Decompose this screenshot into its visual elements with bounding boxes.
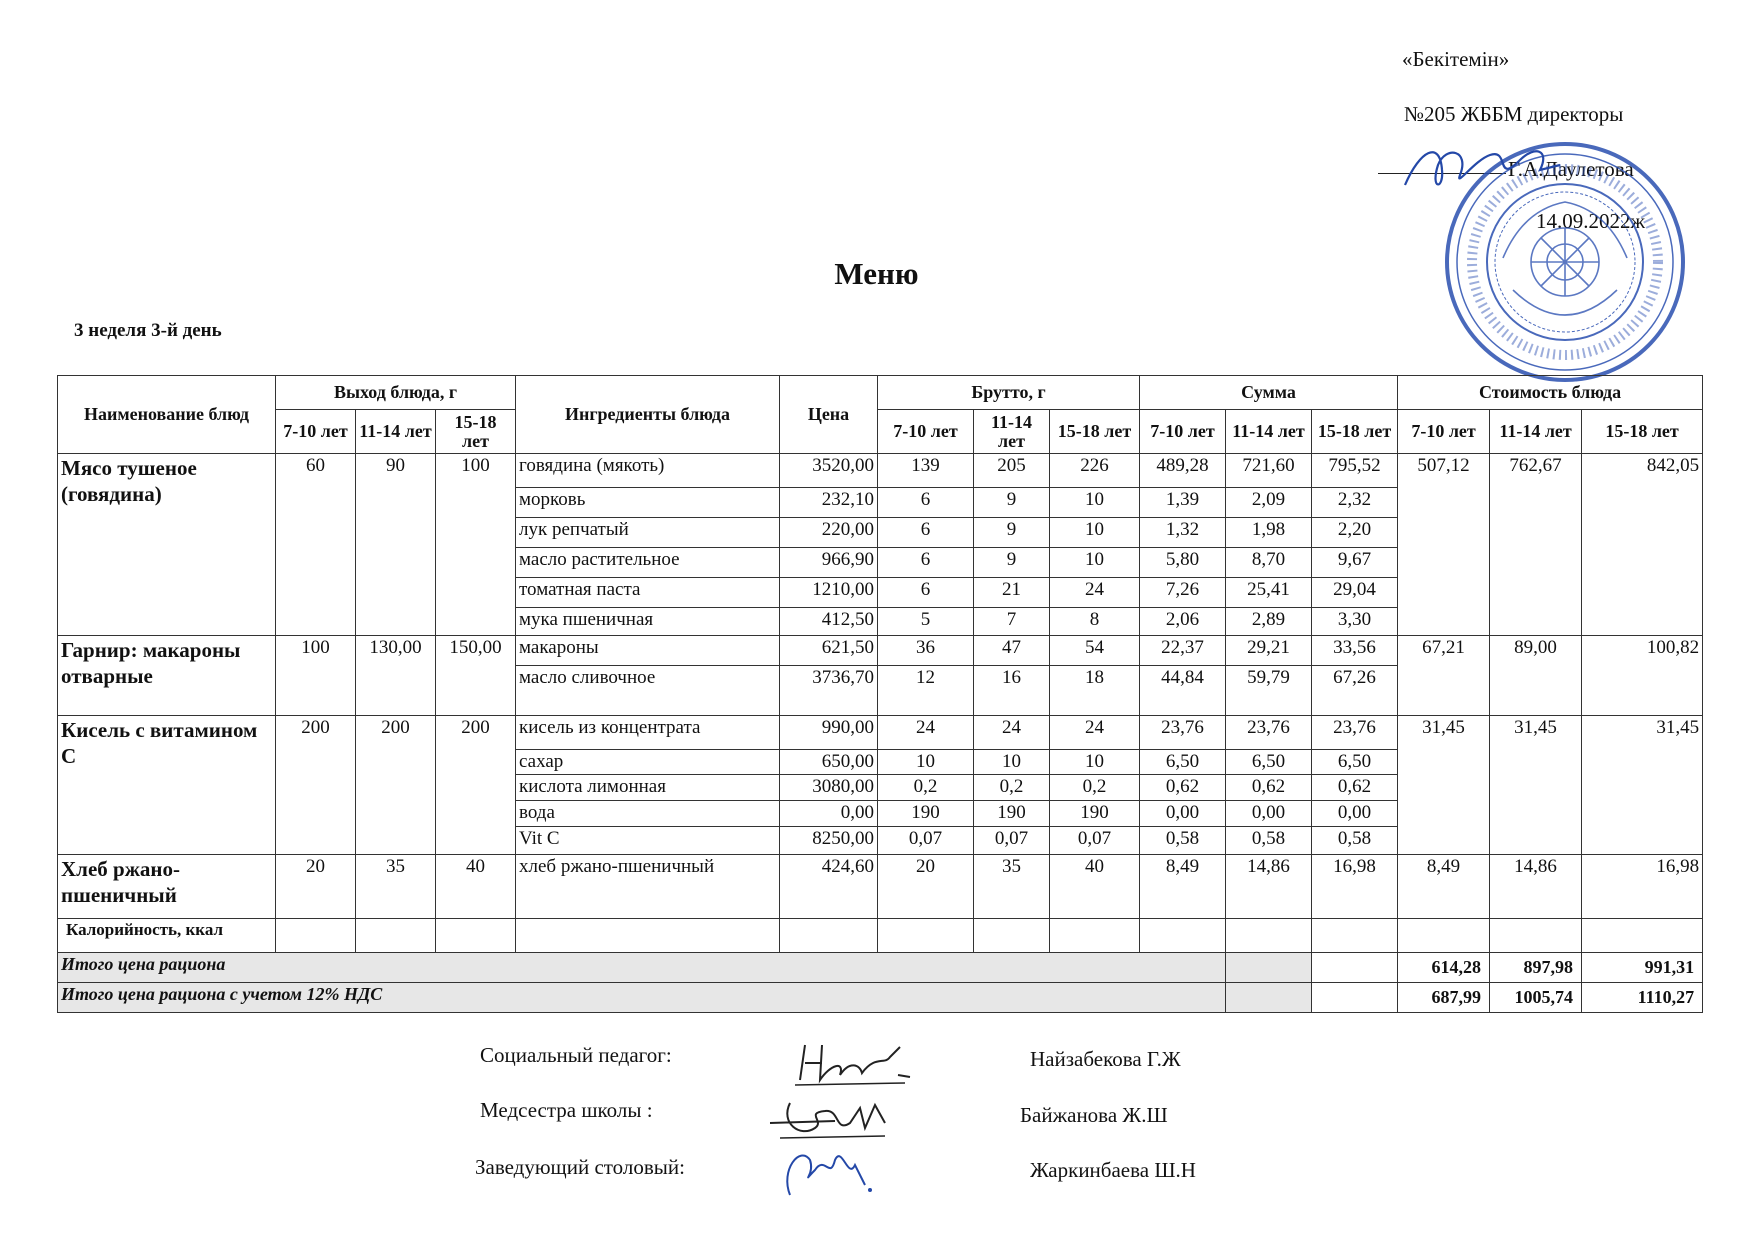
header-sum-age-0: 7-10 лет bbox=[1140, 410, 1226, 454]
ingredient-name: кисель из концентрата bbox=[516, 716, 780, 750]
ingredient-sum-age-2: 16,98 bbox=[1312, 855, 1398, 919]
dish-cost-age-0: 31,45 bbox=[1398, 716, 1490, 855]
dish-output-age-1: 200 bbox=[356, 716, 436, 855]
ingredient-brutto-age-2: 24 bbox=[1050, 716, 1140, 750]
ingredient-sum-age-0: 1,32 bbox=[1140, 518, 1226, 548]
header-sum: Сумма bbox=[1140, 376, 1398, 410]
signature-role-nurse: Медсестра школы : bbox=[480, 1098, 653, 1122]
ingredient-sum-age-1: 59,79 bbox=[1226, 666, 1312, 716]
ingredient-brutto-age-2: 40 bbox=[1050, 855, 1140, 919]
ingredient-sum-age-2: 3,30 bbox=[1312, 608, 1398, 636]
ingredient-sum-age-2: 67,26 bbox=[1312, 666, 1398, 716]
total-row-label: Итого цена рациона bbox=[58, 953, 1226, 983]
total-vat-row-value-age-2: 1110,27 bbox=[1582, 983, 1703, 1013]
dish-output-age-0: 100 bbox=[276, 636, 356, 716]
canteen-head-signature-icon bbox=[770, 1140, 880, 1200]
ingredient-name: лук репчатый bbox=[516, 518, 780, 548]
ingredient-brutto-age-2: 54 bbox=[1050, 636, 1140, 666]
ingredient-price: 3736,70 bbox=[780, 666, 878, 716]
header-cost-age-1: 11-14 лет bbox=[1490, 410, 1582, 454]
signature-role-social: Социальный педагог: bbox=[480, 1043, 672, 1067]
calories-cell bbox=[436, 919, 516, 953]
header-cost-age-0: 7-10 лет bbox=[1398, 410, 1490, 454]
social-pedagogue-signature-icon bbox=[790, 1035, 920, 1090]
ingredient-brutto-age-1: 9 bbox=[974, 488, 1050, 518]
ingredient-brutto-age-0: 6 bbox=[878, 578, 974, 608]
dish-cost-age-0: 8,49 bbox=[1398, 855, 1490, 919]
signature-name-nurse: Байжанова Ж.Ш bbox=[1020, 1103, 1168, 1127]
ingredient-name: сахар bbox=[516, 750, 780, 775]
ingredient-sum-age-0: 1,39 bbox=[1140, 488, 1226, 518]
ingredient-sum-age-2: 0,62 bbox=[1312, 775, 1398, 801]
total-vat-row-label: Итого цена рациона с учетом 12% НДС bbox=[58, 983, 1226, 1013]
header-output-age-2: 15-18 лет bbox=[436, 410, 516, 454]
header-brutto-age-2: 15-18 лет bbox=[1050, 410, 1140, 454]
ingredient-price: 424,60 bbox=[780, 855, 878, 919]
ingredient-brutto-age-0: 10 bbox=[878, 750, 974, 775]
dish-cost-age-1: 14,86 bbox=[1490, 855, 1582, 919]
header-output: Выход блюда, г bbox=[276, 376, 516, 410]
director-signature-icon bbox=[1400, 130, 1570, 200]
dish-name: Кисель с витамином С bbox=[58, 716, 276, 855]
ingredient-sum-age-0: 7,26 bbox=[1140, 578, 1226, 608]
ingredient-brutto-age-1: 10 bbox=[974, 750, 1050, 775]
ingredient-brutto-age-1: 7 bbox=[974, 608, 1050, 636]
ingredient-sum-age-1: 2,09 bbox=[1226, 488, 1312, 518]
ingredient-price: 1210,00 bbox=[780, 578, 878, 608]
ingredient-sum-age-2: 9,67 bbox=[1312, 548, 1398, 578]
header-sum-age-1: 11-14 лет bbox=[1226, 410, 1312, 454]
dish-cost-age-1: 89,00 bbox=[1490, 636, 1582, 716]
dish-cost-age-2: 31,45 bbox=[1582, 716, 1703, 855]
signature-name-canteen: Жаркинбаева Ш.Н bbox=[1030, 1158, 1196, 1182]
header-cost-age-2: 15-18 лет bbox=[1582, 410, 1703, 454]
ingredient-price: 966,90 bbox=[780, 548, 878, 578]
ingredient-brutto-age-1: 16 bbox=[974, 666, 1050, 716]
ingredient-name: морковь bbox=[516, 488, 780, 518]
total-row-spacer bbox=[1226, 953, 1312, 983]
calories-cell bbox=[1226, 919, 1312, 953]
ingredient-sum-age-0: 0,62 bbox=[1140, 775, 1226, 801]
total-vat-row-spacer bbox=[1226, 983, 1312, 1013]
total-vat-row-value-age-1: 1005,74 bbox=[1490, 983, 1582, 1013]
ingredient-name: масло сливочное bbox=[516, 666, 780, 716]
ingredient-price: 8250,00 bbox=[780, 827, 878, 855]
dish-cost-age-2: 100,82 bbox=[1582, 636, 1703, 716]
ingredient-name: макароны bbox=[516, 636, 780, 666]
header-sum-age-2: 15-18 лет bbox=[1312, 410, 1398, 454]
ingredient-sum-age-0: 5,80 bbox=[1140, 548, 1226, 578]
dish-output-age-0: 60 bbox=[276, 454, 356, 636]
header-output-age-1: 11-14 лет bbox=[356, 410, 436, 454]
header-brutto: Брутто, г bbox=[878, 376, 1140, 410]
ingredient-brutto-age-0: 12 bbox=[878, 666, 974, 716]
ingredient-brutto-age-2: 10 bbox=[1050, 548, 1140, 578]
total-row-value-age-2: 991,31 bbox=[1582, 953, 1703, 983]
dish-output-age-1: 90 bbox=[356, 454, 436, 636]
ingredient-sum-age-2: 2,20 bbox=[1312, 518, 1398, 548]
calories-cell bbox=[1050, 919, 1140, 953]
dish-cost-age-2: 16,98 bbox=[1582, 855, 1703, 919]
dish-output-age-2: 40 bbox=[436, 855, 516, 919]
total-row-spacer bbox=[1312, 953, 1398, 983]
ingredient-brutto-age-1: 0,07 bbox=[974, 827, 1050, 855]
ingredient-sum-age-0: 8,49 bbox=[1140, 855, 1226, 919]
dish-output-age-2: 100 bbox=[436, 454, 516, 636]
ingredient-sum-age-1: 0,00 bbox=[1226, 801, 1312, 827]
dish-output-age-0: 20 bbox=[276, 855, 356, 919]
ingredient-brutto-age-2: 10 bbox=[1050, 488, 1140, 518]
approval-name: Г.А.Даулетова bbox=[1508, 157, 1634, 181]
ingredient-brutto-age-0: 139 bbox=[878, 454, 974, 488]
calories-cell bbox=[356, 919, 436, 953]
total-vat-row-spacer bbox=[1312, 983, 1398, 1013]
ingredient-brutto-age-2: 190 bbox=[1050, 801, 1140, 827]
ingredient-name: хлеб ржано-пшеничный bbox=[516, 855, 780, 919]
dish-name: Гарнир: макароны отварные bbox=[58, 636, 276, 716]
ingredient-sum-age-1: 721,60 bbox=[1226, 454, 1312, 488]
ingredient-brutto-age-0: 20 bbox=[878, 855, 974, 919]
ingredient-price: 412,50 bbox=[780, 608, 878, 636]
total-vat-row bbox=[58, 983, 1703, 1013]
calories-cell bbox=[1140, 919, 1226, 953]
ingredient-sum-age-2: 29,04 bbox=[1312, 578, 1398, 608]
header-dish-name: Наименование блюд bbox=[58, 376, 276, 454]
ingredient-sum-age-0: 22,37 bbox=[1140, 636, 1226, 666]
ingredient-sum-age-1: 0,62 bbox=[1226, 775, 1312, 801]
signature-role-canteen: Заведующий столовый: bbox=[475, 1155, 685, 1179]
table-row bbox=[58, 454, 1703, 488]
ingredient-brutto-age-2: 24 bbox=[1050, 578, 1140, 608]
ingredient-name: кислота лимонная bbox=[516, 775, 780, 801]
dish-name: Хлеб ржано-пшеничный bbox=[58, 855, 276, 919]
dish-output-age-1: 35 bbox=[356, 855, 436, 919]
ingredient-sum-age-2: 0,00 bbox=[1312, 801, 1398, 827]
calories-label: Калорийность, ккал bbox=[58, 919, 276, 953]
ingredient-sum-age-0: 2,06 bbox=[1140, 608, 1226, 636]
ingredient-brutto-age-1: 21 bbox=[974, 578, 1050, 608]
header-price: Цена bbox=[780, 376, 878, 454]
ingredient-name: мука пшеничная bbox=[516, 608, 780, 636]
ingredient-brutto-age-0: 0,2 bbox=[878, 775, 974, 801]
total-row-value-age-1: 897,98 bbox=[1490, 953, 1582, 983]
total-row bbox=[58, 953, 1703, 983]
ingredient-sum-age-1: 6,50 bbox=[1226, 750, 1312, 775]
ingredient-brutto-age-0: 5 bbox=[878, 608, 974, 636]
ingredient-sum-age-0: 23,76 bbox=[1140, 716, 1226, 750]
calories-cell bbox=[276, 919, 356, 953]
ingredient-sum-age-0: 0,58 bbox=[1140, 827, 1226, 855]
ingredient-brutto-age-0: 190 bbox=[878, 801, 974, 827]
ingredient-brutto-age-1: 9 bbox=[974, 548, 1050, 578]
ingredient-brutto-age-2: 18 bbox=[1050, 666, 1140, 716]
approval-date: 14.09.2022ж bbox=[1536, 209, 1646, 233]
table-row bbox=[58, 855, 1703, 919]
ingredient-sum-age-1: 14,86 bbox=[1226, 855, 1312, 919]
signature-name-social: Найзабекова Г.Ж bbox=[1030, 1047, 1181, 1071]
menu-body bbox=[58, 454, 1703, 1013]
ingredient-brutto-age-0: 6 bbox=[878, 548, 974, 578]
ingredient-brutto-age-1: 190 bbox=[974, 801, 1050, 827]
calories-row bbox=[58, 919, 1703, 953]
ingredient-brutto-age-0: 36 bbox=[878, 636, 974, 666]
table-row bbox=[58, 636, 1703, 666]
total-vat-row-value-age-0: 687,99 bbox=[1398, 983, 1490, 1013]
total-row-value-age-0: 614,28 bbox=[1398, 953, 1490, 983]
ingredient-name: масло растительное bbox=[516, 548, 780, 578]
ingredient-brutto-age-2: 10 bbox=[1050, 750, 1140, 775]
ingredient-price: 3080,00 bbox=[780, 775, 878, 801]
ingredient-name: вода bbox=[516, 801, 780, 827]
ingredient-brutto-age-0: 6 bbox=[878, 518, 974, 548]
ingredient-sum-age-1: 29,21 bbox=[1226, 636, 1312, 666]
ingredient-brutto-age-2: 226 bbox=[1050, 454, 1140, 488]
ingredient-sum-age-2: 0,58 bbox=[1312, 827, 1398, 855]
ingredient-price: 650,00 bbox=[780, 750, 878, 775]
dish-cost-age-0: 507,12 bbox=[1398, 454, 1490, 636]
header-cost: Стоимость блюда bbox=[1398, 376, 1703, 410]
header-ingredients: Ингредиенты блюда bbox=[516, 376, 780, 454]
ingredient-sum-age-0: 6,50 bbox=[1140, 750, 1226, 775]
ingredient-brutto-age-0: 6 bbox=[878, 488, 974, 518]
ingredient-brutto-age-1: 24 bbox=[974, 716, 1050, 750]
ingredient-sum-age-0: 489,28 bbox=[1140, 454, 1226, 488]
dish-name: Мясо тушеное (говядина) bbox=[58, 454, 276, 636]
page-subtitle: 3 неделя 3-й день bbox=[74, 320, 222, 341]
ingredient-name: томатная паста bbox=[516, 578, 780, 608]
dish-cost-age-2: 842,05 bbox=[1582, 454, 1703, 636]
ingredient-name: говядина (мякоть) bbox=[516, 454, 780, 488]
calories-cell bbox=[878, 919, 974, 953]
age-header-row bbox=[58, 410, 1703, 454]
page-title: Меню bbox=[834, 256, 919, 291]
ingredient-sum-age-1: 23,76 bbox=[1226, 716, 1312, 750]
ingredient-sum-age-2: 795,52 bbox=[1312, 454, 1398, 488]
ingredient-brutto-age-1: 9 bbox=[974, 518, 1050, 548]
ingredient-sum-age-1: 25,41 bbox=[1226, 578, 1312, 608]
ingredient-brutto-age-2: 0,2 bbox=[1050, 775, 1140, 801]
ingredient-brutto-age-2: 10 bbox=[1050, 518, 1140, 548]
ingredient-price: 0,00 bbox=[780, 801, 878, 827]
approval-org: «Бекітемін» bbox=[1402, 47, 1510, 71]
header-brutto-age-1: 11-14 лет bbox=[974, 410, 1050, 454]
ingredient-brutto-age-1: 0,2 bbox=[974, 775, 1050, 801]
ingredient-name: Vit C bbox=[516, 827, 780, 855]
ingredient-sum-age-1: 0,58 bbox=[1226, 827, 1312, 855]
ingredient-sum-age-2: 6,50 bbox=[1312, 750, 1398, 775]
ingredient-brutto-age-1: 35 bbox=[974, 855, 1050, 919]
calories-cell bbox=[974, 919, 1050, 953]
dish-output-age-2: 200 bbox=[436, 716, 516, 855]
ingredient-brutto-age-2: 8 bbox=[1050, 608, 1140, 636]
ingredient-sum-age-0: 0,00 bbox=[1140, 801, 1226, 827]
calories-cell bbox=[516, 919, 780, 953]
ingredient-brutto-age-1: 205 bbox=[974, 454, 1050, 488]
ingredient-sum-age-2: 23,76 bbox=[1312, 716, 1398, 750]
dish-cost-age-0: 67,21 bbox=[1398, 636, 1490, 716]
calories-cell bbox=[1490, 919, 1582, 953]
menu-table bbox=[57, 375, 1703, 1013]
table-row bbox=[58, 716, 1703, 750]
ingredient-sum-age-0: 44,84 bbox=[1140, 666, 1226, 716]
ingredient-sum-age-1: 1,98 bbox=[1226, 518, 1312, 548]
dish-output-age-1: 130,00 bbox=[356, 636, 436, 716]
dish-output-age-2: 150,00 bbox=[436, 636, 516, 716]
ingredient-brutto-age-2: 0,07 bbox=[1050, 827, 1140, 855]
ingredient-sum-age-2: 33,56 bbox=[1312, 636, 1398, 666]
header-output-age-0: 7-10 лет bbox=[276, 410, 356, 454]
calories-cell bbox=[1312, 919, 1398, 953]
dish-cost-age-1: 31,45 bbox=[1490, 716, 1582, 855]
ingredient-price: 232,10 bbox=[780, 488, 878, 518]
ingredient-sum-age-1: 8,70 bbox=[1226, 548, 1312, 578]
header-brutto-age-0: 7-10 лет bbox=[878, 410, 974, 454]
calories-cell bbox=[1398, 919, 1490, 953]
ingredient-price: 3520,00 bbox=[780, 454, 878, 488]
calories-cell bbox=[1582, 919, 1703, 953]
dish-cost-age-1: 762,67 bbox=[1490, 454, 1582, 636]
ingredient-price: 990,00 bbox=[780, 716, 878, 750]
ingredient-price: 621,50 bbox=[780, 636, 878, 666]
calories-cell bbox=[780, 919, 878, 953]
ingredient-sum-age-1: 2,89 bbox=[1226, 608, 1312, 636]
ingredient-price: 220,00 bbox=[780, 518, 878, 548]
ingredient-brutto-age-1: 47 bbox=[974, 636, 1050, 666]
dish-output-age-0: 200 bbox=[276, 716, 356, 855]
approval-position: №205 ЖББМ директоры bbox=[1404, 102, 1624, 126]
ingredient-sum-age-2: 2,32 bbox=[1312, 488, 1398, 518]
ingredient-brutto-age-0: 24 bbox=[878, 716, 974, 750]
ingredient-brutto-age-0: 0,07 bbox=[878, 827, 974, 855]
nurse-signature-icon bbox=[765, 1093, 905, 1143]
